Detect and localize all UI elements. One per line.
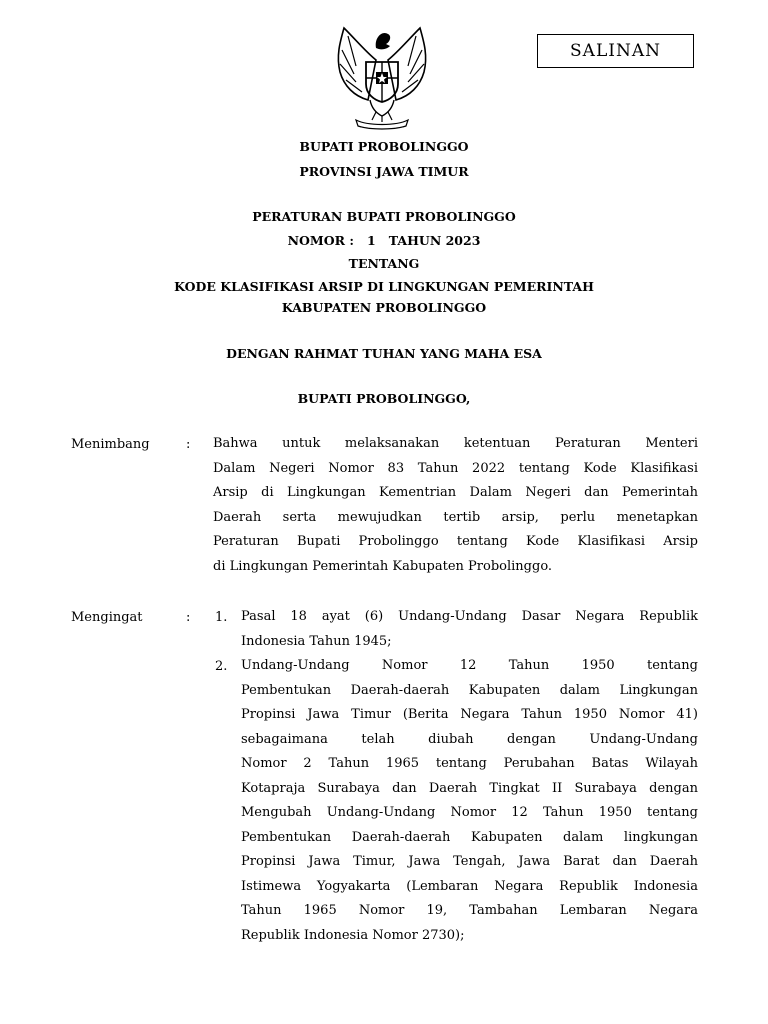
item-line: Pasal 18 ayat (6) Undang-Undang Dasar Negara Republik xyxy=(241,609,698,624)
menimbang-line: Dalam Negeri Nomor 83 Tahun 2022 tentang Kode Klasifikasi xyxy=(213,460,698,476)
item-number: 1. xyxy=(215,610,228,625)
menimbang-line: di Lingkungan Pemerintah Kabupaten Probolinggo. xyxy=(213,558,553,574)
mengingat-item-1 xyxy=(241,605,698,654)
subject-line-1: KODE KLASIFIKASI ARSIP DI LINGKUNGAN PEMERINTAH xyxy=(174,279,594,294)
menimbang-line: Daerah serta mewujudkan tertib arsip, perlu menetapkan xyxy=(213,509,698,525)
menimbang-line: Bahwa untuk melaksanakan ketentuan Peraturan Menteri xyxy=(213,436,698,451)
item-line: Istimewa Yogyakarta (Lembaran Negara Republik Indonesia xyxy=(241,878,698,894)
mengingat-label: Mengingat xyxy=(71,610,143,625)
item-line: Kotapraja Surabaya dan Daerah Tingkat II Surabaya dengan xyxy=(241,780,698,796)
issuer: BUPATI PROBOLINGGO, xyxy=(297,391,471,406)
invocation: DENGAN RAHMAT TUHAN YANG MAHA ESA xyxy=(226,346,542,361)
regulation-title: PERATURAN BUPATI PROBOLINGGO xyxy=(252,209,516,224)
menimbang-label: Menimbang xyxy=(71,437,150,452)
item-line: Mengubah Undang-Undang Nomor 12 Tahun 1950 tentang xyxy=(241,805,698,821)
regulation-number: NOMOR : 1 TAHUN 2023 xyxy=(287,233,481,248)
garuda-emblem-icon xyxy=(326,22,438,130)
mengingat-colon: : xyxy=(186,610,191,625)
item-line: Undang-Undang Nomor 12 Tahun 1950 tentang xyxy=(241,658,698,673)
item-line: Nomor 2 Tahun 1965 tentang Perubahan Batas Wilayah xyxy=(241,756,698,772)
item-line: Pembentukan Daerah-daerah Kabupaten dalam lingkungan xyxy=(241,829,698,845)
menimbang-colon: : xyxy=(186,437,191,452)
province-title: PROVINSI JAWA TIMUR xyxy=(299,164,469,179)
item-line: Tahun 1965 Nomor 19, Tambahan Lembaran Negara xyxy=(241,903,698,919)
salinan-stamp: SALINAN xyxy=(537,34,694,68)
item-line: Propinsi Jawa Timur, Jawa Tengah, Jawa Barat dan Daerah xyxy=(241,854,698,870)
item-line: Pembentukan Daerah-daerah Kabupaten dalam Lingkungan xyxy=(241,682,698,698)
office-title: BUPATI PROBOLINGGO xyxy=(299,139,469,154)
item-number: 2. xyxy=(215,659,228,674)
about-heading: TENTANG xyxy=(348,256,420,271)
menimbang-line: Peraturan Bupati Probolinggo tentang Kode Klasifikasi Arsip xyxy=(213,534,698,550)
item-line: sebagaimana telah diubah dengan Undang-Undang xyxy=(241,731,698,747)
mengingat-item-2 xyxy=(241,654,698,949)
menimbang-line: Arsip di Lingkungan Kementrian Dalam Negeri dan Pemerintah xyxy=(213,485,698,501)
item-line: Propinsi Jawa Timur (Berita Negara Tahun 1950 Nomor 41) xyxy=(241,707,698,723)
menimbang-text xyxy=(213,432,698,580)
subject-line-2: KABUPATEN PROBOLINGGO xyxy=(281,300,487,315)
item-line: Republik Indonesia Nomor 2730); xyxy=(241,928,465,944)
item-line: Indonesia Tahun 1945; xyxy=(241,633,392,649)
